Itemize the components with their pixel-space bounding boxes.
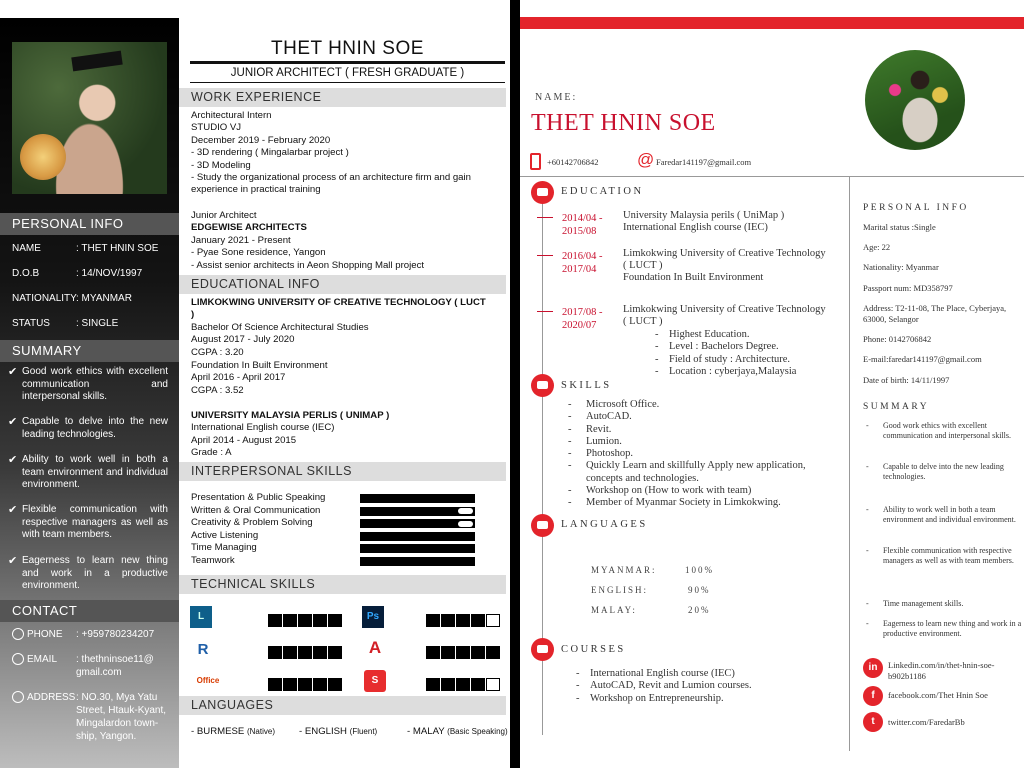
education-date: 2017/08 - 2020/07	[562, 307, 603, 331]
email-icon	[12, 653, 24, 665]
lumion-logo-icon: L	[190, 606, 212, 628]
contact-email: Faredar141197@gmail.com	[656, 157, 752, 167]
rating-square	[328, 678, 342, 691]
languages-heading: LANGUAGES	[179, 696, 506, 715]
rating-square	[283, 646, 297, 659]
summary-item: - Capable to delve into the new leading technologies.	[866, 462, 1004, 481]
rating-square	[426, 646, 440, 659]
language-malay: - MALAY (Basic Speaking)	[407, 726, 508, 737]
rating-square	[298, 646, 312, 659]
work-experience-heading: WORK EXPERIENCE	[179, 88, 506, 107]
rating-square	[441, 678, 455, 691]
nationality: Nationality: Myanmar	[863, 262, 939, 272]
languages-heading: LANGUAGES	[561, 519, 648, 530]
linkedin-link[interactable]: Linkedin.com/in/thet-hnin-soe-b902b1186	[888, 660, 995, 681]
personal-info-heading: PERSONAL INFO	[863, 203, 969, 213]
twitter-icon[interactable]: t	[863, 712, 883, 732]
check-icon: ✔	[8, 454, 18, 466]
skill-label: Time Managing	[191, 542, 257, 554]
top-accent-bar	[520, 17, 1024, 29]
job-entry: Junior Architect EDGEWISE ARCHITECTS January 2021 - Present - Pyae Sone residence, Yangon - Assist senior architects in Aeon Shopping Mall project	[191, 210, 425, 271]
education-entry: UNIVERSITY MALAYSIA PERLIS ( UNIMAP ) International English course (IEC) April 2014 - August 2015 Grade : A	[191, 410, 390, 459]
language-english: - ENGLISH (Fluent)	[299, 726, 378, 737]
rating-square	[283, 678, 297, 691]
resume-name: THET HNIN SOE	[531, 110, 716, 136]
rating-square	[426, 614, 440, 627]
rating-square	[268, 678, 282, 691]
skill-level-bar	[360, 532, 475, 541]
summary-heading: SUMMARY	[863, 402, 930, 412]
summary-item: - Time management skills.	[866, 599, 964, 608]
resume-name: THET HNIN SOE	[271, 38, 424, 59]
education-date: 2016/04 - 2017/04	[562, 251, 603, 275]
skill-label: Written & Oral Communication	[191, 504, 321, 516]
skill-level-bar	[360, 494, 475, 503]
interpersonal-heading: INTERPERSONAL SKILLS	[179, 462, 506, 481]
linkedin-icon[interactable]: in	[863, 658, 883, 678]
facebook-link[interactable]: facebook.com/Thet Hnin Soe	[888, 690, 988, 700]
summary-item: ✔ Eagerness to learn new thing and work in a productive environment.	[8, 555, 168, 591]
language-burmese: - BURMESE (Native)	[191, 726, 275, 737]
language-name: MYANMAR:	[591, 565, 657, 575]
rating-square	[456, 614, 470, 627]
resume-role: JUNIOR ARCHITECT ( FRESH GRADUATE )	[230, 67, 465, 79]
marital-status: Marital status :Single	[863, 222, 936, 232]
education-date: 2014/04 - 2015/08	[562, 213, 603, 237]
skill-label: Presentation & Public Speaking	[191, 492, 326, 503]
contact-heading: CONTACT	[0, 600, 179, 622]
divider	[520, 176, 1024, 177]
rating-square	[268, 614, 282, 627]
resume-page-left: PERSONAL INFO NAME : THET HNIN SOE D.O.B : 14/NOV/1997 NATIONALITY : MYANMAR STATUS : SINGLE SUMMARY ✔ Good work ethics with excellent communication and interpersonal skills. ✔ Capable to delve into the new leading technologies. ✔ Ability to work well in both a team environment and individual environment. ✔ Flexible communication with respective managers as well as with team members. ✔ Eagerness to learn new thing and work in a productive environment. CONTACT PHONE : +959780234207 EMAIL : thethninsoe11@ gmail.com ADDRESS : NO.30, Mya Yatu Street, Htauk-Kyant, Mingalardon town- ship, Yangon. THET HNIN SOE JUNIOR ARCHITECT ( FRESH GRADUATE ) WORK EXPERIENCE Architectural Intern STUDIO VJ December 2019 - February 2020 - 3D rendering ( Mingalarbar project ) - 3D Modeling - Study the organizational process of an architecture firm and gain experience in practical training Junior Architect EDGEWISE ARCHITECTS January 2021 - Present - Pyae Sone residence, Yangon - Assist senior architects in Aeon Shopping Mall project EDUCATIONAL INFO LIMKOKWING UNIVERSITY OF CREATIVE TECHNOLOGY ( LUCT ) Bachelor Of Science Architectural Studies August 2017 - July 2020 CGPA : 3.20 Foundation In Built Environment April 2016 - April 2017 CGPA : 3.52 UNIVERSITY MALAYSIA PERLIS ( UNIMAP ) International English course (IEC) April 2014 - August 2015 Grade : A INTERPERSONAL SKILLS TECHNICAL SKILLS L Ps R A Office S LANGUAGES - BURMESE (Native) - ENGLISH (Fluent) - MALAY (Basic Speaking) Presentation & Public Speaking Written & Oral Communication Creativity & Problem Solving Active Listening Time Managing Teamwork	[0, 0, 510, 768]
phone-icon	[12, 628, 24, 640]
language-name: MALAY:	[591, 605, 637, 615]
education-heading: EDUCATION	[561, 186, 644, 197]
rating-square	[313, 646, 327, 659]
profile-photo	[12, 42, 167, 194]
language-name: ENGLISH:	[591, 585, 648, 595]
rating-square	[328, 614, 342, 627]
twitter-link[interactable]: twitter.com/FaredarBb	[888, 717, 965, 727]
name-label: NAME:	[535, 92, 578, 103]
rating-square	[486, 614, 500, 627]
education-details: - Highest Education. - Level : Bachelors Degree. - Field of study : Architecture. - Location : cyberjaya,Malaysia	[655, 329, 797, 377]
rating-square	[298, 614, 312, 627]
language-level: 90%	[688, 585, 711, 595]
summary-item: - Good work ethics with excellent communication and interpersonal skills.	[866, 421, 1011, 440]
personal-info-heading: PERSONAL INFO	[0, 213, 179, 235]
passport: Passport num: MD358797	[863, 283, 953, 293]
skill-level-bar	[360, 557, 475, 566]
summary-item: ✔ Ability to work well in both a team environment and individual environment.	[8, 454, 168, 490]
rating-square	[313, 678, 327, 691]
education-entry: Limkokwing University of Creative Technology ( LUCT ) Foundation In Built Environment	[623, 248, 826, 283]
education-entry: Foundation In Built Environment April 2016 - April 2017 CGPA : 3.52	[191, 360, 328, 396]
rating-square	[441, 614, 455, 627]
skill-level-bar	[360, 544, 475, 553]
address: Address: T2-11-08, The Place, Cyberjaya, 63000, Selangor	[863, 303, 1007, 324]
phone-icon	[530, 153, 541, 170]
photoshop-logo-icon: Ps	[362, 606, 384, 628]
rating-square	[313, 614, 327, 627]
skill-level-bar	[360, 519, 475, 528]
rating-square	[471, 678, 485, 691]
courses-heading: COURSES	[561, 644, 626, 655]
skills-heading: SKILLS	[561, 380, 612, 391]
check-icon: ✔	[8, 504, 18, 516]
education-entry: University Malaysia perils ( UniMap ) International English course (IEC)	[623, 210, 785, 233]
skill-label: Creativity & Problem Solving	[191, 517, 313, 529]
rating-square	[456, 646, 470, 659]
rating-square	[268, 646, 282, 659]
courses-list: - International English course (IEC) - AutoCAD, Revit and Lumion courses. - Workshop on Entrepreneurship.	[576, 668, 752, 704]
rating-square	[328, 646, 342, 659]
name-underline	[190, 61, 505, 64]
phone: Phone: 0142706842	[863, 334, 932, 344]
rating-square	[298, 678, 312, 691]
sketchup-logo-icon: S	[364, 670, 386, 692]
rating-square	[486, 678, 500, 691]
rating-square	[456, 678, 470, 691]
summary-item: - Ability to work well in both a team environment and individual environment.	[866, 505, 1016, 524]
facebook-icon[interactable]: f	[863, 686, 883, 706]
skill-label: Teamwork	[191, 555, 235, 566]
summary-item: ✔ Good work ethics with excellent communication and interpersonal skills.	[8, 366, 168, 402]
job-entry: Architectural Intern STUDIO VJ December 2019 - February 2020 - 3D rendering ( Mingalarbar project ) - 3D Modeling - Study the organizational process of an architecture firm and gain experience in practical training	[191, 110, 471, 196]
education-entry: Limkokwing University of Creative Technology ( LUCT )	[623, 304, 826, 327]
courses-icon	[531, 638, 554, 661]
rating-square	[471, 646, 485, 659]
summary-item: - Flexible communication with respective managers as well as with team members.	[866, 546, 1014, 565]
languages-icon	[531, 514, 554, 537]
contact-phone: +60142706842	[547, 157, 599, 167]
check-icon: ✔	[8, 555, 18, 567]
language-level: 100%	[685, 565, 714, 575]
email: E-mail:faredar141197@gmail.com	[863, 354, 982, 364]
rating-square	[471, 614, 485, 627]
rating-square	[486, 646, 500, 659]
email-icon: @	[637, 150, 655, 169]
technical-heading: TECHNICAL SKILLS	[179, 575, 506, 594]
location-icon	[12, 691, 24, 703]
age: Age: 22	[863, 242, 891, 252]
rating-square	[426, 678, 440, 691]
rating-square	[283, 614, 297, 627]
resume-page-right	[520, 0, 1024, 768]
skill-level-bar	[360, 507, 475, 516]
language-level: 20%	[688, 605, 711, 615]
date-of-birth: Date of birth: 14/11/1997	[863, 375, 950, 385]
summary-heading: SUMMARY	[0, 340, 179, 362]
summary-item: - Eagerness to learn new thing and work in a productive environment.	[866, 619, 1022, 638]
skills-icon	[531, 374, 554, 397]
autocad-logo-icon: A	[368, 638, 382, 657]
education-heading: EDUCATIONAL INFO	[179, 275, 506, 294]
check-icon: ✔	[8, 416, 18, 428]
check-icon: ✔	[8, 366, 18, 378]
role-underline	[190, 82, 505, 83]
summary-item: ✔ Capable to delve into the new leading technologies.	[8, 416, 168, 440]
graduation-cap-icon	[531, 181, 554, 204]
profile-photo	[865, 50, 965, 150]
skill-label: Active Listening	[191, 529, 259, 541]
revit-logo-icon: R	[197, 641, 209, 658]
office-logo-icon: Office	[196, 676, 220, 685]
summary-item: ✔ Flexible communication with respective managers as well as with team members.	[8, 504, 168, 540]
skills-list: - Microsoft Office. - AutoCAD. - Revit. - Lumion. - Photoshop. - Quickly Learn and skillfully Apply new application, concepts and technologies. - Workshop on (How to work with team) - Member of Myanmar Society in Limkokwing.	[568, 399, 806, 509]
education-entry: LIMKOKWING UNIVERSITY OF CREATIVE TECHNOLOGY ( LUCT ) Bachelor Of Science Architectural Studies August 2017 - July 2020 CGPA : 3.20	[191, 297, 486, 358]
rating-square	[441, 646, 455, 659]
column-divider	[849, 176, 850, 751]
